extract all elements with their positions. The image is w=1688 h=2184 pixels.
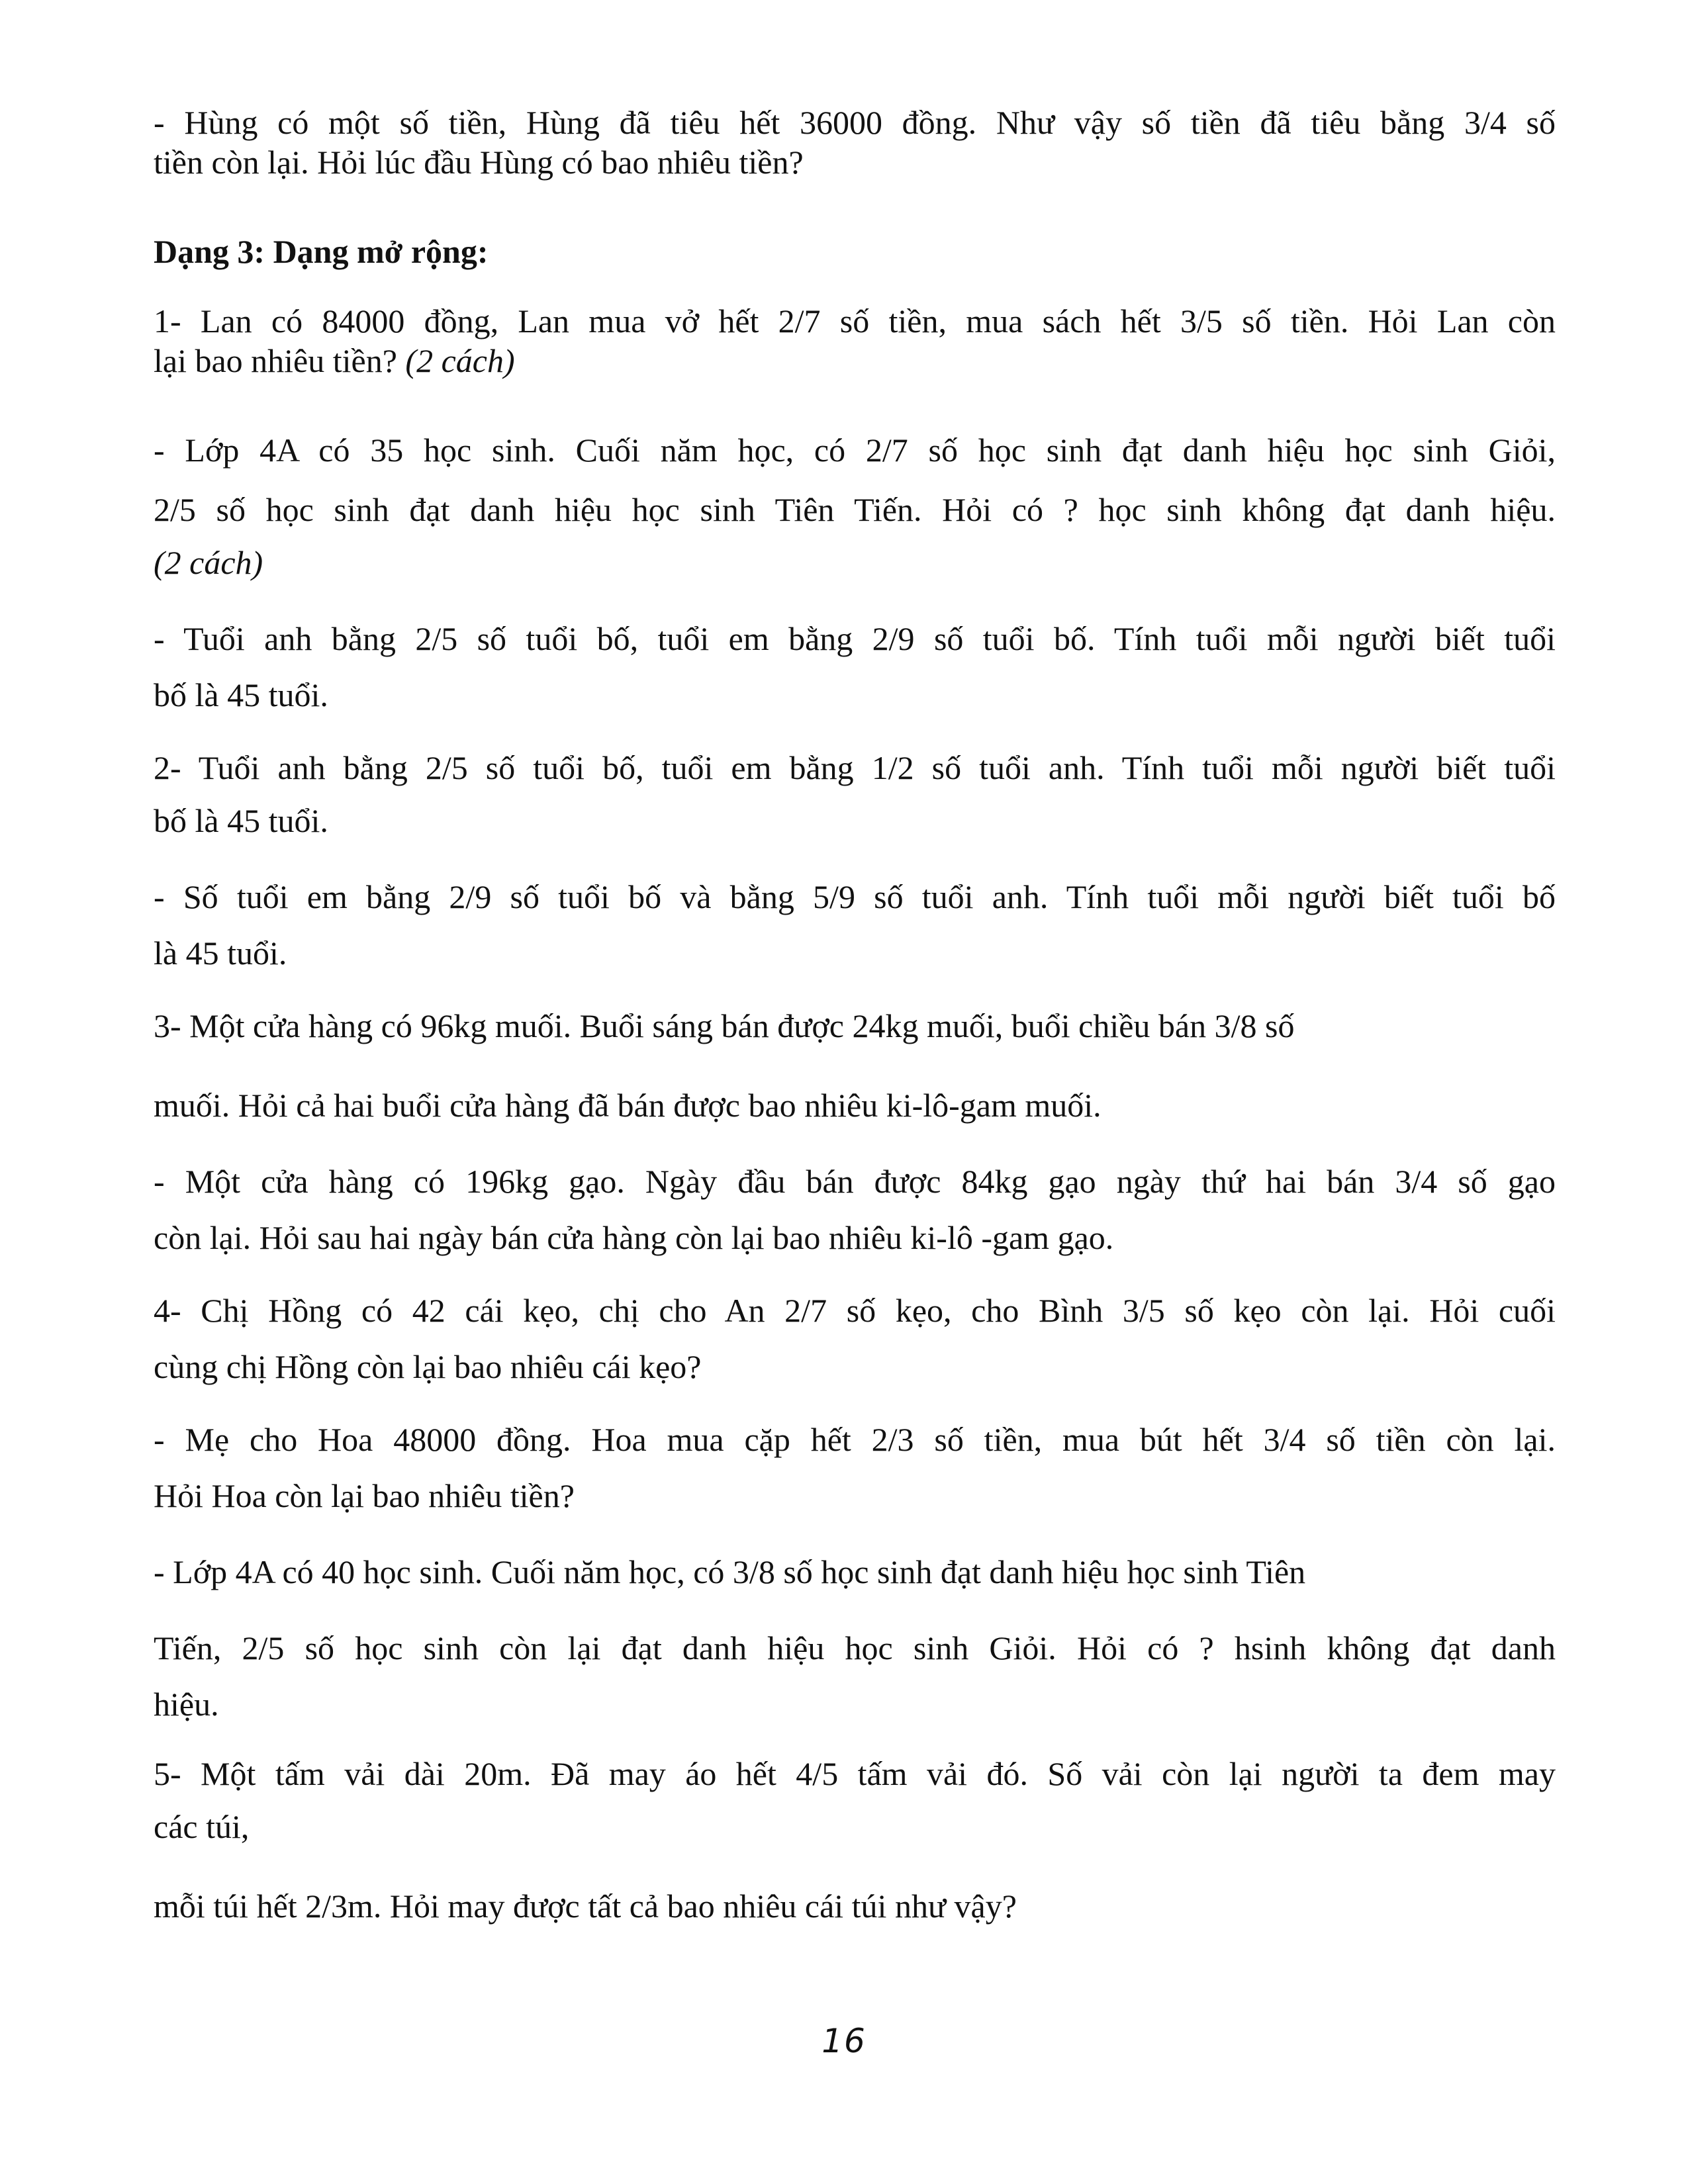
problem-5-line-1: 5- Một tấm vải dài 20m. Đã may áo hết 4/5 tấm vải đó. Số vải còn lại người ta đem may [154, 1755, 1556, 1792]
problem-5-line-2: các túi, [154, 1808, 250, 1845]
document-page [154, 0, 1556, 2184]
problem-age-b-line-1: - Số tuổi em bằng 2/9 số tuổi bố và bằng 5/9 số tuổi anh. Tính tuổi mỗi người biết tuổi bố [154, 878, 1556, 915]
problem-1-text: lại bao nhiêu tiền? [154, 342, 406, 379]
problem-class-35-line-1: - Lớp 4A có 35 học sinh. Cuối năm học, có 2/7 số học sinh đạt danh hiệu học sinh Giỏi, [154, 432, 1556, 469]
problem-1-line-2 [154, 341, 1556, 381]
problem-hoa-line-1: - Mẹ cho Hoa 48000 đồng. Hoa mua cặp hết 2/3 số tiền, mua bút hết 3/4 số tiền còn lại. [154, 1421, 1556, 1458]
problem-class-35-note: (2 cách) [154, 544, 263, 581]
problem-class-40-line-2: Tiến, 2/5 số học sinh còn lại đạt danh hiệu học sinh Giỏi. Hỏi có ? hsinh không đạt danh [154, 1629, 1556, 1666]
problem-4-line-2: cùng chị Hồng còn lại bao nhiêu cái kẹo? [154, 1348, 702, 1385]
problem-hung-line-1: - Hùng có một số tiền, Hùng đã tiêu hết 36000 đồng. Như vậy số tiền đã tiêu bằng 3/4 số [154, 104, 1556, 141]
problem-hoa-line-2: Hỏi Hoa còn lại bao nhiêu tiền? [154, 1477, 575, 1514]
problem-rice-line-1: - Một cửa hàng có 196kg gạo. Ngày đầu bán được 84kg gạo ngày thứ hai bán 3/4 số gạo [154, 1163, 1556, 1200]
problem-1-note: (2 cách) [405, 342, 515, 379]
problem-3-line-1: 3- Một cửa hàng có 96kg muối. Buổi sáng bán được 24kg muối, buổi chiều bán 3/8 số [154, 1007, 1295, 1044]
problem-class-40-line-3: hiệu. [154, 1686, 219, 1723]
problem-class-40-line-1: - Lớp 4A có 40 học sinh. Cuối năm học, có 3/8 số học sinh đạt danh hiệu học sinh Tiên [154, 1553, 1306, 1590]
section-heading-dang-3: Dạng 3: Dạng mở rộng: [154, 233, 489, 270]
problem-4-line-1: 4- Chị Hồng có 42 cái kẹo, chị cho An 2/7 số kẹo, cho Bình 3/5 số kẹo còn lại. Hỏi cuối [154, 1292, 1556, 1329]
problem-2-line-2: bố là 45 tuổi. [154, 802, 328, 839]
problem-5-line-3: mỗi túi hết 2/3m. Hỏi may được tất cả bao nhiêu cái túi như vậy? [154, 1888, 1017, 1925]
problem-class-35-line-2: 2/5 số học sinh đạt danh hiệu học sinh Tiên Tiến. Hỏi có ? học sinh không đạt danh hiệu. [154, 491, 1556, 528]
page-number: 16 [821, 2022, 867, 2060]
problem-age-b-line-2: là 45 tuổi. [154, 934, 287, 972]
problem-3-line-2: muối. Hỏi cả hai buổi cửa hàng đã bán được bao nhiêu ki-lô-gam muối. [154, 1087, 1102, 1124]
problem-2-line-1: 2- Tuổi anh bằng 2/5 số tuổi bố, tuổi em bằng 1/2 số tuổi anh. Tính tuổi mỗi người biết tuổi [154, 749, 1556, 786]
problem-age-a-line-1: - Tuổi anh bằng 2/5 số tuổi bố, tuổi em bằng 2/9 số tuổi bố. Tính tuổi mỗi người biết tuổi [154, 620, 1556, 657]
problem-1-line-1: 1- Lan có 84000 đồng, Lan mua vở hết 2/7 số tiền, mua sách hết 3/5 số tiền. Hỏi Lan còn [154, 302, 1556, 340]
problem-age-a-line-2: bố là 45 tuổi. [154, 676, 328, 713]
problem-hung-line-2: tiền còn lại. Hỏi lúc đầu Hùng có bao nhiêu tiền? [154, 144, 804, 181]
problem-rice-line-2: còn lại. Hỏi sau hai ngày bán cửa hàng còn lại bao nhiêu ki-lô -gam gạo. [154, 1219, 1114, 1256]
